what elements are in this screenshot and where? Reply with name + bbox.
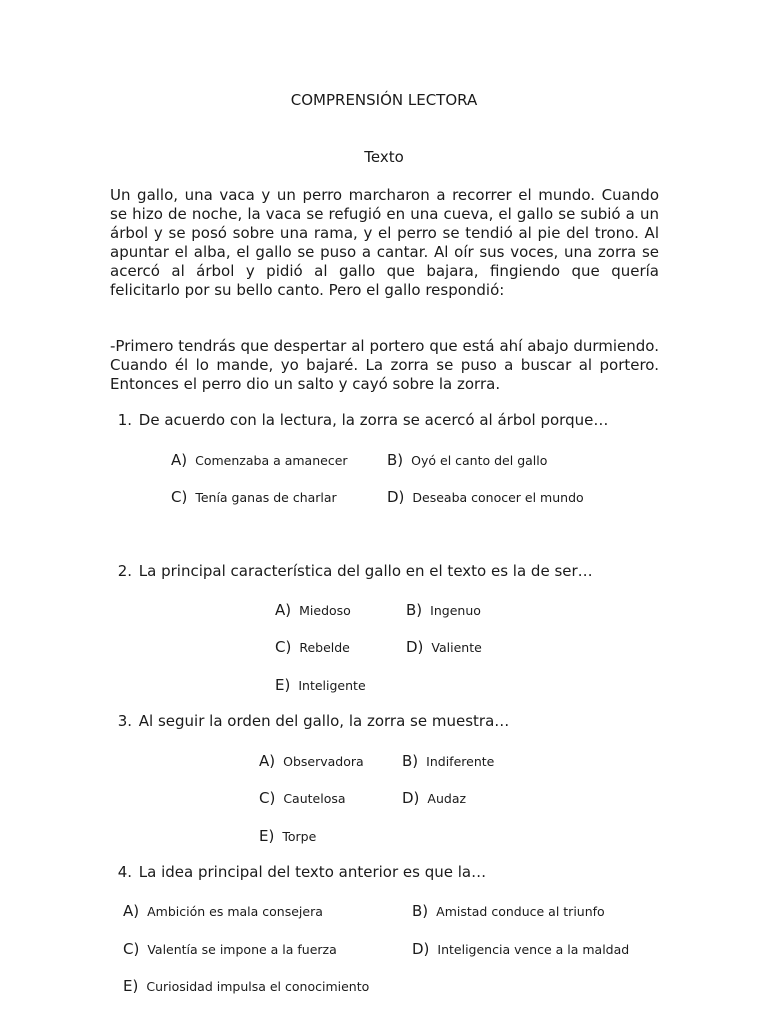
- story-paragraph-2: -Primero tendrás que despertar al portero que está ahí abajo durmiendo. Cuando él lo mande, yo bajaré. La zorra se puso a buscar al portero. Entonces el perro dio un salto y cayó sobre la zorra.: [110, 337, 659, 393]
- option-text: Deseaba conocer el mundo: [412, 490, 584, 505]
- section-subtitle: Texto: [364, 148, 404, 166]
- option-letter: E): [123, 977, 139, 995]
- option-text: Ambición es mala consejera: [147, 904, 323, 919]
- question-1: [110, 411, 608, 429]
- option-text: Curiosidad impulsa el conocimiento: [146, 979, 370, 994]
- option-q4-d[interactable]: [412, 939, 629, 958]
- option-letter: C): [259, 789, 276, 807]
- option-letter: D): [406, 638, 424, 656]
- option-text: Miedoso: [299, 603, 351, 618]
- option-text: Indiferente: [426, 754, 495, 769]
- option-q2-e[interactable]: [275, 675, 366, 694]
- option-letter: A): [275, 601, 292, 619]
- question-4: [110, 863, 486, 881]
- option-letter: D): [387, 488, 405, 506]
- question-3: [110, 712, 509, 730]
- question-number: 2.: [117, 562, 132, 580]
- option-letter: D): [412, 940, 430, 958]
- question-text: La principal característica del gallo en el texto es la de ser…: [138, 562, 593, 580]
- option-text: Audaz: [427, 791, 467, 806]
- option-q3-b[interactable]: [402, 751, 494, 770]
- story-paragraph-1: Un gallo, una vaca y un perro marcharon a recorrer el mundo. Cuando se hizo de noche, la vaca se refugió en una cueva, el gallo se subió a un árbol y se posó sobre una rama, y el perro se tendió al pie del trono. Al apuntar el alba, el gallo se puso a cantar. Al oír sus voces, una zorra se acercó al árbol y pidió al gallo que bajara, fingiendo que quería felicitarlo por su bello canto. Pero el gallo respondió:: [110, 186, 659, 299]
- option-q3-a[interactable]: [259, 751, 364, 770]
- question-2: [110, 562, 593, 580]
- option-q4-c[interactable]: [123, 939, 337, 958]
- question-number: 1.: [117, 411, 132, 429]
- option-letter: C): [123, 940, 140, 958]
- option-q2-c[interactable]: [275, 637, 350, 656]
- option-q3-c[interactable]: [259, 788, 346, 807]
- option-letter: B): [406, 601, 423, 619]
- page-title: COMPRENSIÓN LECTORA: [290, 91, 478, 109]
- option-text: Comenzaba a amanecer: [195, 453, 348, 468]
- option-q2-b[interactable]: [406, 600, 481, 619]
- option-text: Amistad conduce al triunfo: [436, 904, 605, 919]
- option-letter: C): [171, 488, 188, 506]
- question-number: 4.: [117, 863, 132, 881]
- option-q3-d[interactable]: [402, 788, 466, 807]
- option-text: Oyó el canto del gallo: [411, 453, 548, 468]
- question-text: De acuerdo con la lectura, la zorra se acercó al árbol porque…: [138, 411, 609, 429]
- option-text: Observadora: [283, 754, 364, 769]
- option-text: Torpe: [282, 829, 317, 844]
- option-letter: A): [171, 451, 188, 469]
- option-q2-a[interactable]: [275, 600, 351, 619]
- question-text: Al seguir la orden del gallo, la zorra se muestra…: [138, 712, 510, 730]
- question-text: La idea principal del texto anterior es que la…: [138, 863, 487, 881]
- option-letter: A): [259, 752, 276, 770]
- option-letter: B): [387, 451, 404, 469]
- option-q1-a[interactable]: [171, 450, 348, 469]
- option-letter: D): [402, 789, 420, 807]
- option-text: Rebelde: [299, 640, 350, 655]
- option-text: Inteligente: [298, 678, 366, 693]
- option-letter: B): [402, 752, 419, 770]
- option-q1-d[interactable]: [387, 487, 584, 506]
- option-text: Valiente: [431, 640, 482, 655]
- option-q4-a[interactable]: [123, 901, 323, 920]
- option-letter: E): [275, 676, 291, 694]
- option-text: Inteligencia vence a la maldad: [437, 942, 630, 957]
- option-text: Tenía ganas de charlar: [195, 490, 337, 505]
- option-q4-b[interactable]: [412, 901, 605, 920]
- option-text: Valentía se impone a la fuerza: [147, 942, 337, 957]
- option-letter: C): [275, 638, 292, 656]
- option-letter: B): [412, 902, 429, 920]
- option-q1-b[interactable]: [387, 450, 547, 469]
- option-q1-c[interactable]: [171, 487, 337, 506]
- option-q3-e[interactable]: [259, 826, 316, 845]
- option-letter: E): [259, 827, 275, 845]
- option-text: Ingenuo: [430, 603, 481, 618]
- option-q4-e[interactable]: [123, 976, 369, 995]
- question-number: 3.: [117, 712, 132, 730]
- option-text: Cautelosa: [283, 791, 346, 806]
- option-letter: A): [123, 902, 140, 920]
- option-q2-d[interactable]: [406, 637, 482, 656]
